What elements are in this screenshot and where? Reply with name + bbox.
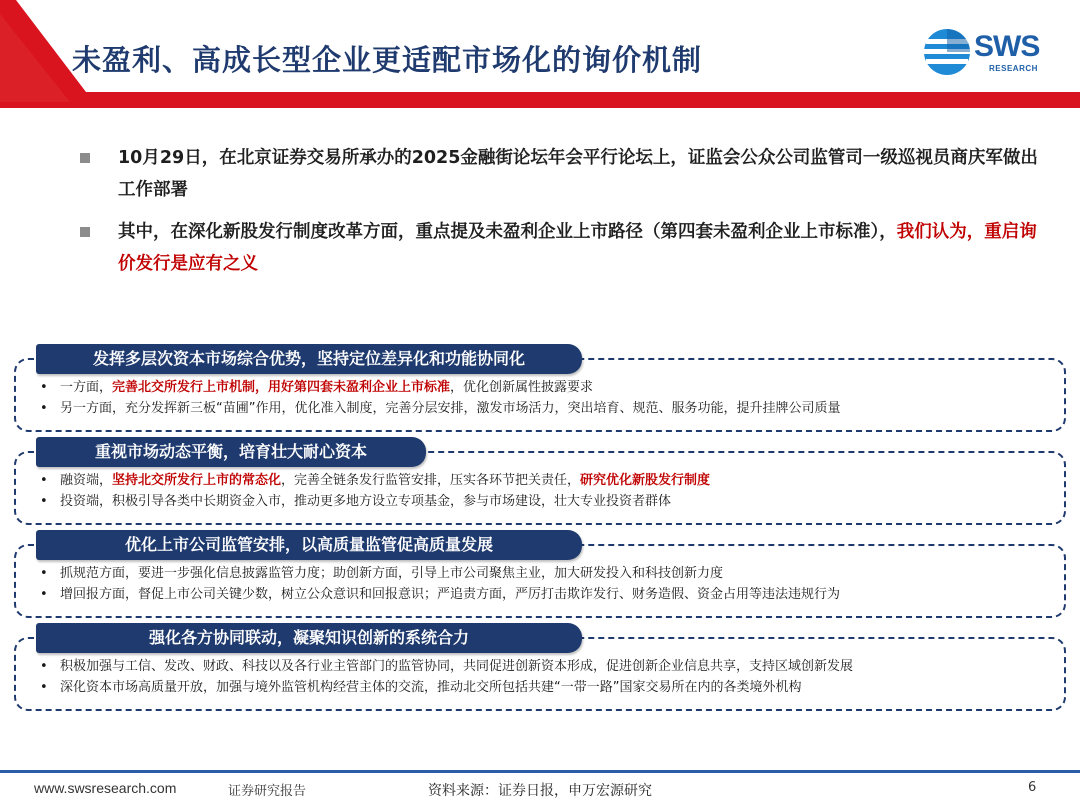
bullet-dot-icon: • [40, 659, 48, 674]
bullet-dot-icon: • [40, 566, 48, 581]
slide-title: 未盈利、高成长型企业更适配市场化的询价机制 [72, 43, 703, 77]
logo-subtext: RESEARCH [989, 64, 1038, 73]
section-title: 强化各方协同联动，凝聚知识创新的系统合力 [36, 623, 582, 653]
item-text: 另一方面，充分发挥新三板“苗圃”作用，优化准入制度，完善分层安排，激发市场活力，突出培育、规范、服务功能，提升挂牌公司质量 [60, 401, 841, 416]
highlight-text: 我们认为，重启询价发行是应有之义 [118, 222, 1037, 274]
section-item [40, 564, 723, 584]
key-points [80, 142, 1040, 290]
section-item [40, 378, 593, 398]
sws-globe-icon [922, 27, 972, 77]
bullet-dot-icon: • [40, 401, 48, 416]
section-item [40, 678, 801, 698]
section-item [40, 471, 710, 491]
item-text: 深化资本市场高质量开放，加强与境外监管机构经营主体的交流，推动北交所包括共建“一带一路”国家交易所在内的各类境外机构 [60, 680, 802, 695]
item-text: ，优化创新属性披露要求 [450, 380, 594, 395]
page-number: 6 [1028, 780, 1037, 795]
item-text: 增回报方面，督促上市公司关键少数，树立公众意识和回报意识；严追责方面，严厉打击欺诈发行、财务造假、资金占用等违法违规行为 [60, 587, 841, 602]
item-text: ，完善全链条发行监管安排，压实各环节把关责任， [281, 473, 581, 488]
item-text: 投资端，积极引导各类中长期资金入市，推动更多地方设立专项基金，参与市场建设，壮大专业投资者群体 [60, 494, 672, 509]
slide-header [0, 0, 1080, 108]
bullet-dot-icon: • [40, 494, 48, 509]
highlight-text: 坚持北交所发行上市的常态化 [112, 473, 282, 488]
item-text: 抓规范方面，要进一步强化信息披露监管力度；助创新方面，引导上市公司聚焦主业，加大研发投入和科技创新力度 [60, 566, 724, 581]
highlight-text: 研究优化新股发行制度 [580, 473, 711, 488]
point-text: 10月29日，在北京证券交易所承办的2025金融街论坛年会平行论坛上，证监会公众公司监管司一级巡视员商庆军做出工作部署 [118, 148, 1038, 200]
bullet-dot-icon: • [40, 473, 48, 488]
footer-divider [0, 770, 1080, 773]
footer-source: 资料来源：证券日报，申万宏源研究 [428, 783, 652, 799]
section-item [40, 492, 671, 512]
bullet-dot-icon: • [40, 380, 48, 395]
section-title: 优化上市公司监管安排，以高质量监管促高质量发展 [36, 530, 582, 560]
item-text: 积极加强与工信、发改、财政、科技以及各行业主管部门的监管协同，共同促进创新资本形成，促进创新企业信息共享，支持区域创新发展 [60, 659, 854, 674]
sws-logo [922, 24, 1062, 80]
footer-website[interactable]: www.swsresearch.com [34, 780, 177, 796]
section-item [40, 399, 840, 419]
bullet-dot-icon: • [40, 680, 48, 695]
bullet-square-icon [80, 153, 90, 163]
point-text: 其中，在深化新股发行制度改革方面，重点提及未盈利企业上市路径（第四套未盈利企业上市标准）， [118, 222, 897, 242]
footer-doc-type: 证券研究报告 [228, 784, 307, 799]
section-item [40, 585, 840, 605]
key-point [80, 142, 1040, 206]
key-point [80, 216, 1040, 280]
bullet-square-icon [80, 227, 90, 237]
item-text: 一方面， [60, 380, 113, 395]
section-item [40, 657, 853, 677]
item-text: 融资端， [60, 473, 113, 488]
section-title: 发挥多层次资本市场综合优势，坚持定位差异化和功能协同化 [36, 344, 582, 374]
bullet-dot-icon: • [40, 587, 48, 602]
section-title: 重视市场动态平衡，培育壮大耐心资本 [36, 437, 426, 467]
highlight-text: 完善北交所发行上市机制，用好第四套未盈利企业上市标准 [112, 380, 451, 395]
logo-wordmark: SWS [974, 30, 1040, 63]
